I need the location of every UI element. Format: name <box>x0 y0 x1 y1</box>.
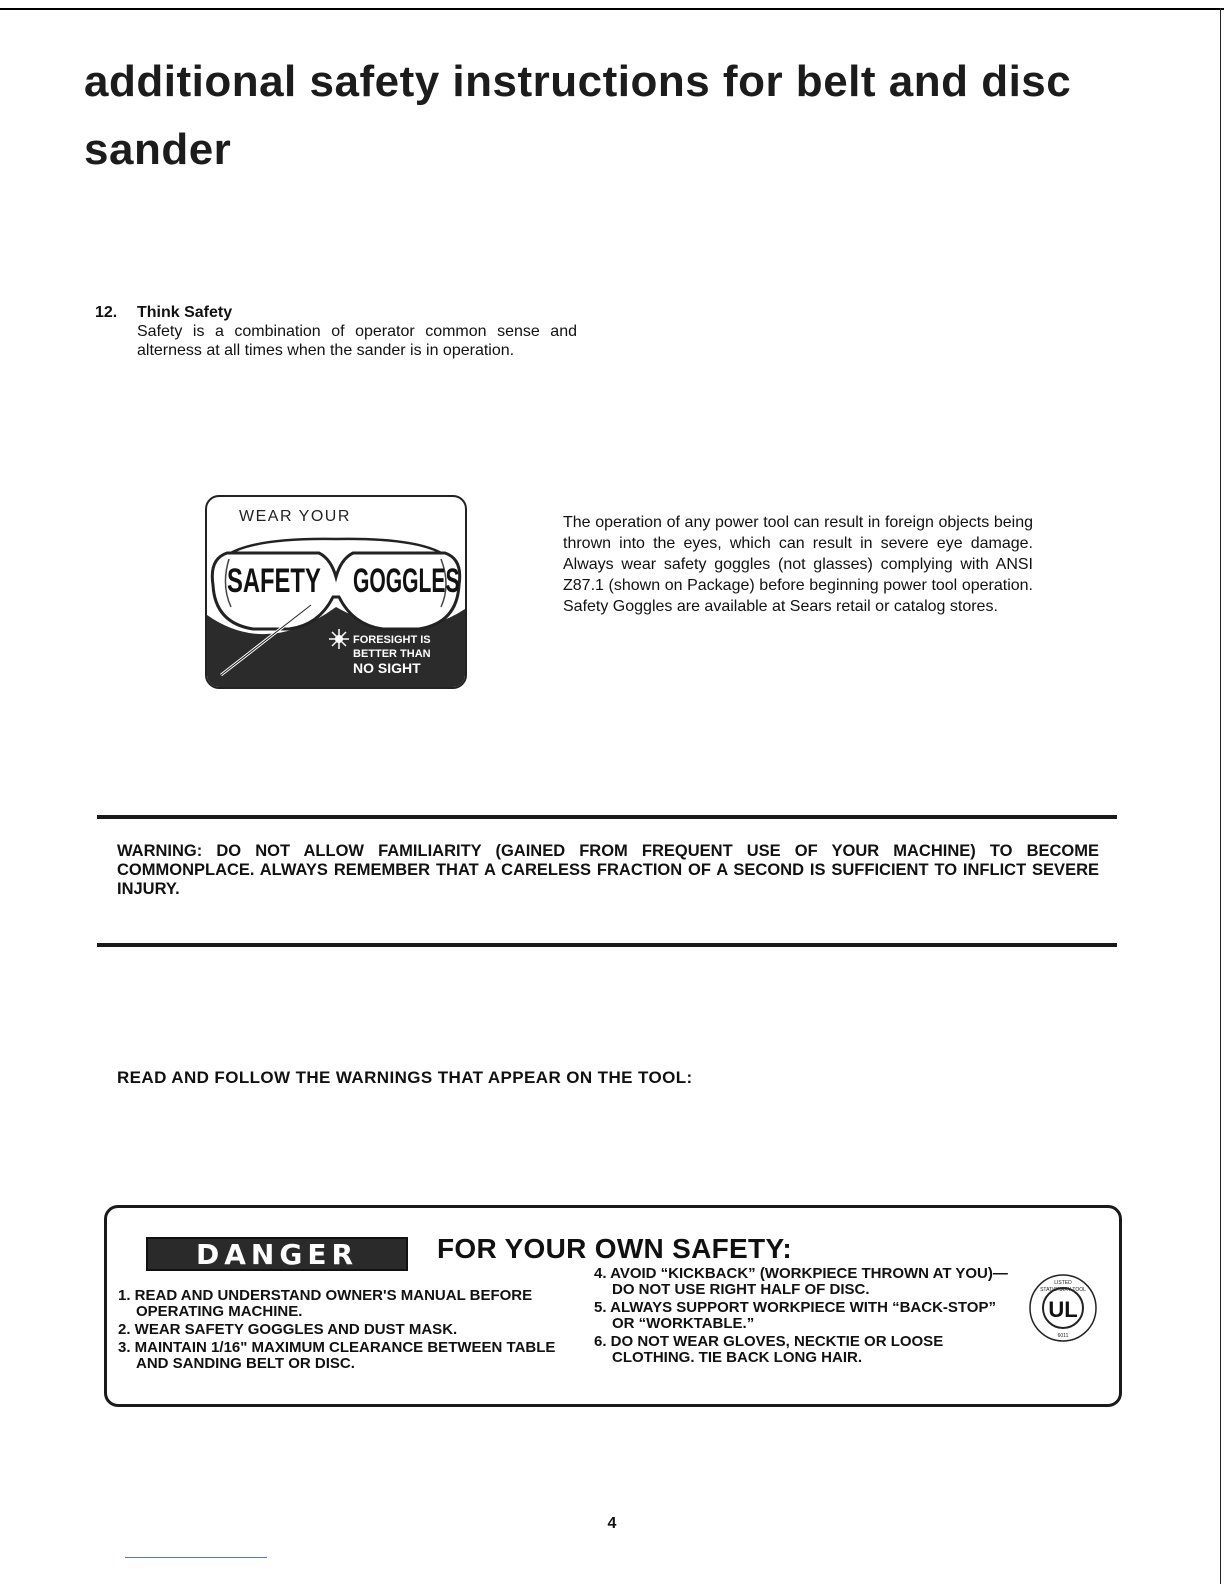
danger-item: 2. WEAR SAFETY GOGGLES AND DUST MASK. <box>118 1321 458 1338</box>
ul-letters: UL <box>1048 1297 1078 1322</box>
badge-slogan-line-2: BETTER THAN <box>353 648 431 660</box>
ul-ring-bottom: 6011 <box>1057 1333 1069 1339</box>
danger-badge-text: DANGER <box>195 1237 358 1271</box>
read-follow-heading: READ AND FOLLOW THE WARNINGS THAT APPEAR ON THE TOOL: <box>117 1068 693 1087</box>
page-right-border <box>1220 8 1221 1584</box>
goggles-illustration-icon <box>207 497 465 687</box>
page-number: 4 <box>607 1515 617 1532</box>
item-number: 12. <box>95 304 118 321</box>
goggles-paragraph: The operation of any power tool can result in foreign objects being thrown into the eyes, which can result in severe eye damage. Always wear safety goggles (not glasses) complying with ANSI Z87.1 (shown on Package) before beginning power tool operation. Safety Goggles are available at Sears retail or catalog stores. <box>563 514 1033 615</box>
danger-item: 6. DO NOT WEAR GLOVES, NECKTIE OR LOOSE CLOTHING. TIE BACK LONG HAIR. <box>594 1333 944 1366</box>
footer-line <box>125 1557 267 1558</box>
badge-slogan-line-3: NO SIGHT <box>353 660 421 676</box>
ul-listed-seal-icon <box>1028 1273 1098 1343</box>
safety-goggles-badge <box>205 495 467 689</box>
safety-item-12 <box>95 303 595 360</box>
page-title: additional safety instructions for belt and disc sander <box>84 57 1072 174</box>
ul-ring-top: LISTED <box>1054 1280 1072 1286</box>
danger-item: 3. MAINTAIN 1/16" MAXIMUM CLEARANCE BETWEEN TABLE AND SANDING BELT OR DISC. <box>118 1339 556 1372</box>
warning-top-rule <box>97 815 1117 819</box>
page-top-border <box>0 8 1224 10</box>
badge-right-word: GOGGLES <box>353 560 460 600</box>
danger-item: 4. AVOID “KICKBACK” (WORKPIECE THROWN AT YOU)—DO NOT USE RIGHT HALF OF DISC. <box>594 1265 1008 1298</box>
danger-list-left <box>118 1288 578 1374</box>
badge-slogan-line-1: FORESIGHT IS <box>353 634 431 646</box>
badge-left-word: SAFETY <box>227 561 321 601</box>
item-heading: Think Safety <box>137 304 233 321</box>
danger-item: 5. ALWAYS SUPPORT WORKPIECE WITH “BACK-STOP” OR “WORKTABLE.” <box>594 1299 996 1332</box>
danger-item: 1. READ AND UNDERSTAND OWNER'S MANUAL BEFORE OPERATING MACHINE. <box>118 1287 533 1320</box>
danger-list-right <box>594 1266 1014 1368</box>
ul-ring-mid: STATIONARY TOOL <box>1040 1287 1086 1293</box>
item-body: Safety is a combination of operator common sense and alterness at all times when the sander is in operation. <box>137 323 577 359</box>
badge-top-text: WEAR YOUR <box>239 508 351 525</box>
warning-bottom-rule <box>97 943 1117 947</box>
danger-badge <box>146 1237 408 1271</box>
warning-text: WARNING: DO NOT ALLOW FAMILIARITY (GAINED FROM FREQUENT USE OF YOUR MACHINE) TO BECOME COMMONPLACE. ALWAYS REMEMBER THAT A CARELESS FRACTION OF A SECOND IS SUFFICIENT TO INFLICT SEVERE INJURY. <box>117 842 1099 898</box>
danger-heading: FOR YOUR OWN SAFETY: <box>437 1233 792 1264</box>
